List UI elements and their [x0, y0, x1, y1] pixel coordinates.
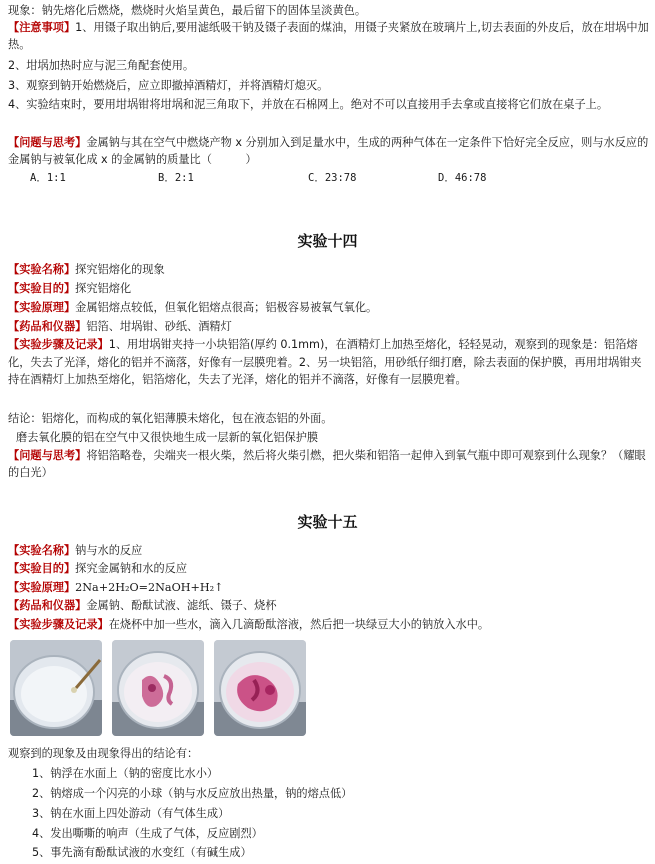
exp15-tools-row [8, 597, 649, 614]
option-b: B．2:1 [158, 172, 194, 184]
exp15-name-label: 【实验名称】 [8, 544, 76, 557]
exp14-name: 探究铝熔化的现象 [75, 263, 165, 276]
exp15-steps-label: 【实验步骤及记录】 [8, 618, 109, 631]
exp15-tools: 金属钠、酚酞试液、滤纸、镊子、烧杯 [86, 599, 277, 612]
observation-item-3: 3、钠在水面上四处游动（有气体生成） [32, 807, 230, 820]
exp14-steps: 1、用坩埚钳夹持一小块铝箔(厚约 0.1mm)，在酒精灯上加热至熔化，轻轻晃动，观察到的现象是：铝箔熔化，失去了光泽，熔化的铝并不滴落，好像有一层膜兜着。2、另一块铝箔，用砂纸仔细打磨，除去表面的保护膜，再用坩埚钳夹持在酒精灯上加热至熔化，铝箔熔化，失去了光泽，熔化的铝并不滴落，好像有一层膜兜着。 [8, 338, 642, 386]
exp15-aim-label: 【实验目的】 [8, 562, 76, 575]
exp15-principle: 2Na+2H₂O=2NaOH+H₂↑ [75, 581, 224, 594]
observation-item-5: 5、事先滴有酚酞试液的水变红（有碱生成） [32, 846, 252, 859]
exp15-title: 实验十五 [297, 513, 358, 531]
photo-beaker-water [10, 640, 102, 736]
notes-item-2: 2、坩埚加热时应与泥三角配套使用。 [8, 59, 195, 72]
exp15-steps-row [8, 616, 649, 633]
exp14-tools-row [8, 318, 649, 335]
exp14-name-row [8, 261, 649, 278]
exp15-principle-label: 【实验原理】 [8, 581, 76, 594]
exp14-aim-label: 【实验目的】 [8, 282, 76, 295]
exp14-steps-row [8, 336, 649, 389]
observation-item-2: 2、钠熔成一个闪亮的小球（钠与水反应放出热量，钠的熔点低） [32, 787, 353, 800]
photo-beaker-pink-1 [112, 640, 204, 736]
exp14-tools: 铝箔、坩埚钳、砂纸、酒精灯 [86, 320, 232, 333]
option-c: C．23:78 [308, 172, 357, 184]
notes-item-3: 3、观察到钠开始燃烧后，应立即撤掉酒精灯，并将酒精灯熄灭。 [8, 79, 329, 92]
exp14-steps-label: 【实验步骤及记录】 [8, 338, 109, 351]
exp15-principle-row [8, 579, 649, 596]
option-d: D．46:78 [438, 172, 487, 184]
exp14-question-row [8, 447, 649, 481]
phenomenon-line: 现象：钠先熔化后燃烧，燃烧时火焰呈黄色，最后留下的固体呈淡黄色。 [8, 4, 367, 17]
exp14-principle-label: 【实验原理】 [8, 301, 76, 314]
option-a: A．1:1 [30, 172, 66, 184]
notes-label: 【注意事项】 [8, 21, 76, 34]
exp14-question: 将铝箔略卷，尖端夹一根火柴，然后将火柴引燃，把火柴和铝箔一起伸入到氧气瓶中即可观察到什么现象？（耀眼的白光） [8, 449, 646, 479]
question-label: 【问题与思考】 [8, 136, 87, 149]
notes-item-4: 4、实验结束时，要用坩埚钳将坩埚和泥三角取下，并放在石棉网上。绝对不可以直接用手去拿或直接将它们放在桌子上。 [8, 98, 609, 111]
exp14-tools-label: 【药品和仪器】 [8, 320, 87, 333]
exp14-title: 实验十四 [297, 232, 358, 250]
exp14-conclusion: 结论：铝熔化，而构成的氧化铝薄膜未熔化，包在液态铝的外面。 [8, 412, 333, 425]
exp14-conclusion-2: 磨去氧化膜的铝在空气中又很快地生成一层新的氧化铝保护膜 [16, 431, 319, 444]
observation-item-1: 1、钠浮在水面上（钠的密度比水小） [32, 767, 219, 780]
exp14-aim: 探究铝熔化 [75, 282, 132, 295]
observation-item-4: 4、发出嘶嘶的响声（生成了气体，反应剧烈） [32, 827, 263, 840]
exp15-steps: 在烧杯中加一些水，滴入几滴酚酞溶液，然后把一块绿豆大小的钠放入水中。 [108, 618, 490, 631]
exp15-name-row [8, 542, 649, 559]
observations-title: 观察到的现象及由现象得出的结论有： [8, 747, 199, 760]
exp14-principle: 金属铝熔点较低，但氧化铝熔点很高；铝极容易被氧气氧化。 [75, 301, 378, 314]
question-text: 金属钠与其在空气中燃烧产物 x 分别加入到足量水中，生成的两种气体在一定条件下恰好完全反应，则与水反应的金属钠与被氧化成 x 的金属钠的质量比（ ） [8, 136, 649, 166]
exp15-name: 钠与水的反应 [75, 544, 143, 557]
exp15-tools-label: 【药品和仪器】 [8, 599, 87, 612]
exp14-aim-row [8, 280, 649, 297]
notes-item-1 [8, 19, 649, 53]
exp14-principle-row [8, 299, 649, 316]
exp15-aim-row [8, 560, 649, 577]
question-block [8, 134, 649, 168]
exp15-aim: 探究金属钠和水的反应 [75, 562, 188, 575]
notes-text-1: 1、用镊子取出钠后,要用滤纸吸干钠及镊子表面的煤油，用镊子夹紧放在玻璃片上,切去表面的外皮后，放在坩埚中加热。 [8, 21, 649, 51]
exp14-name-label: 【实验名称】 [8, 263, 76, 276]
exp14-question-label: 【问题与思考】 [8, 449, 87, 462]
photo-beaker-pink-2 [214, 640, 306, 736]
